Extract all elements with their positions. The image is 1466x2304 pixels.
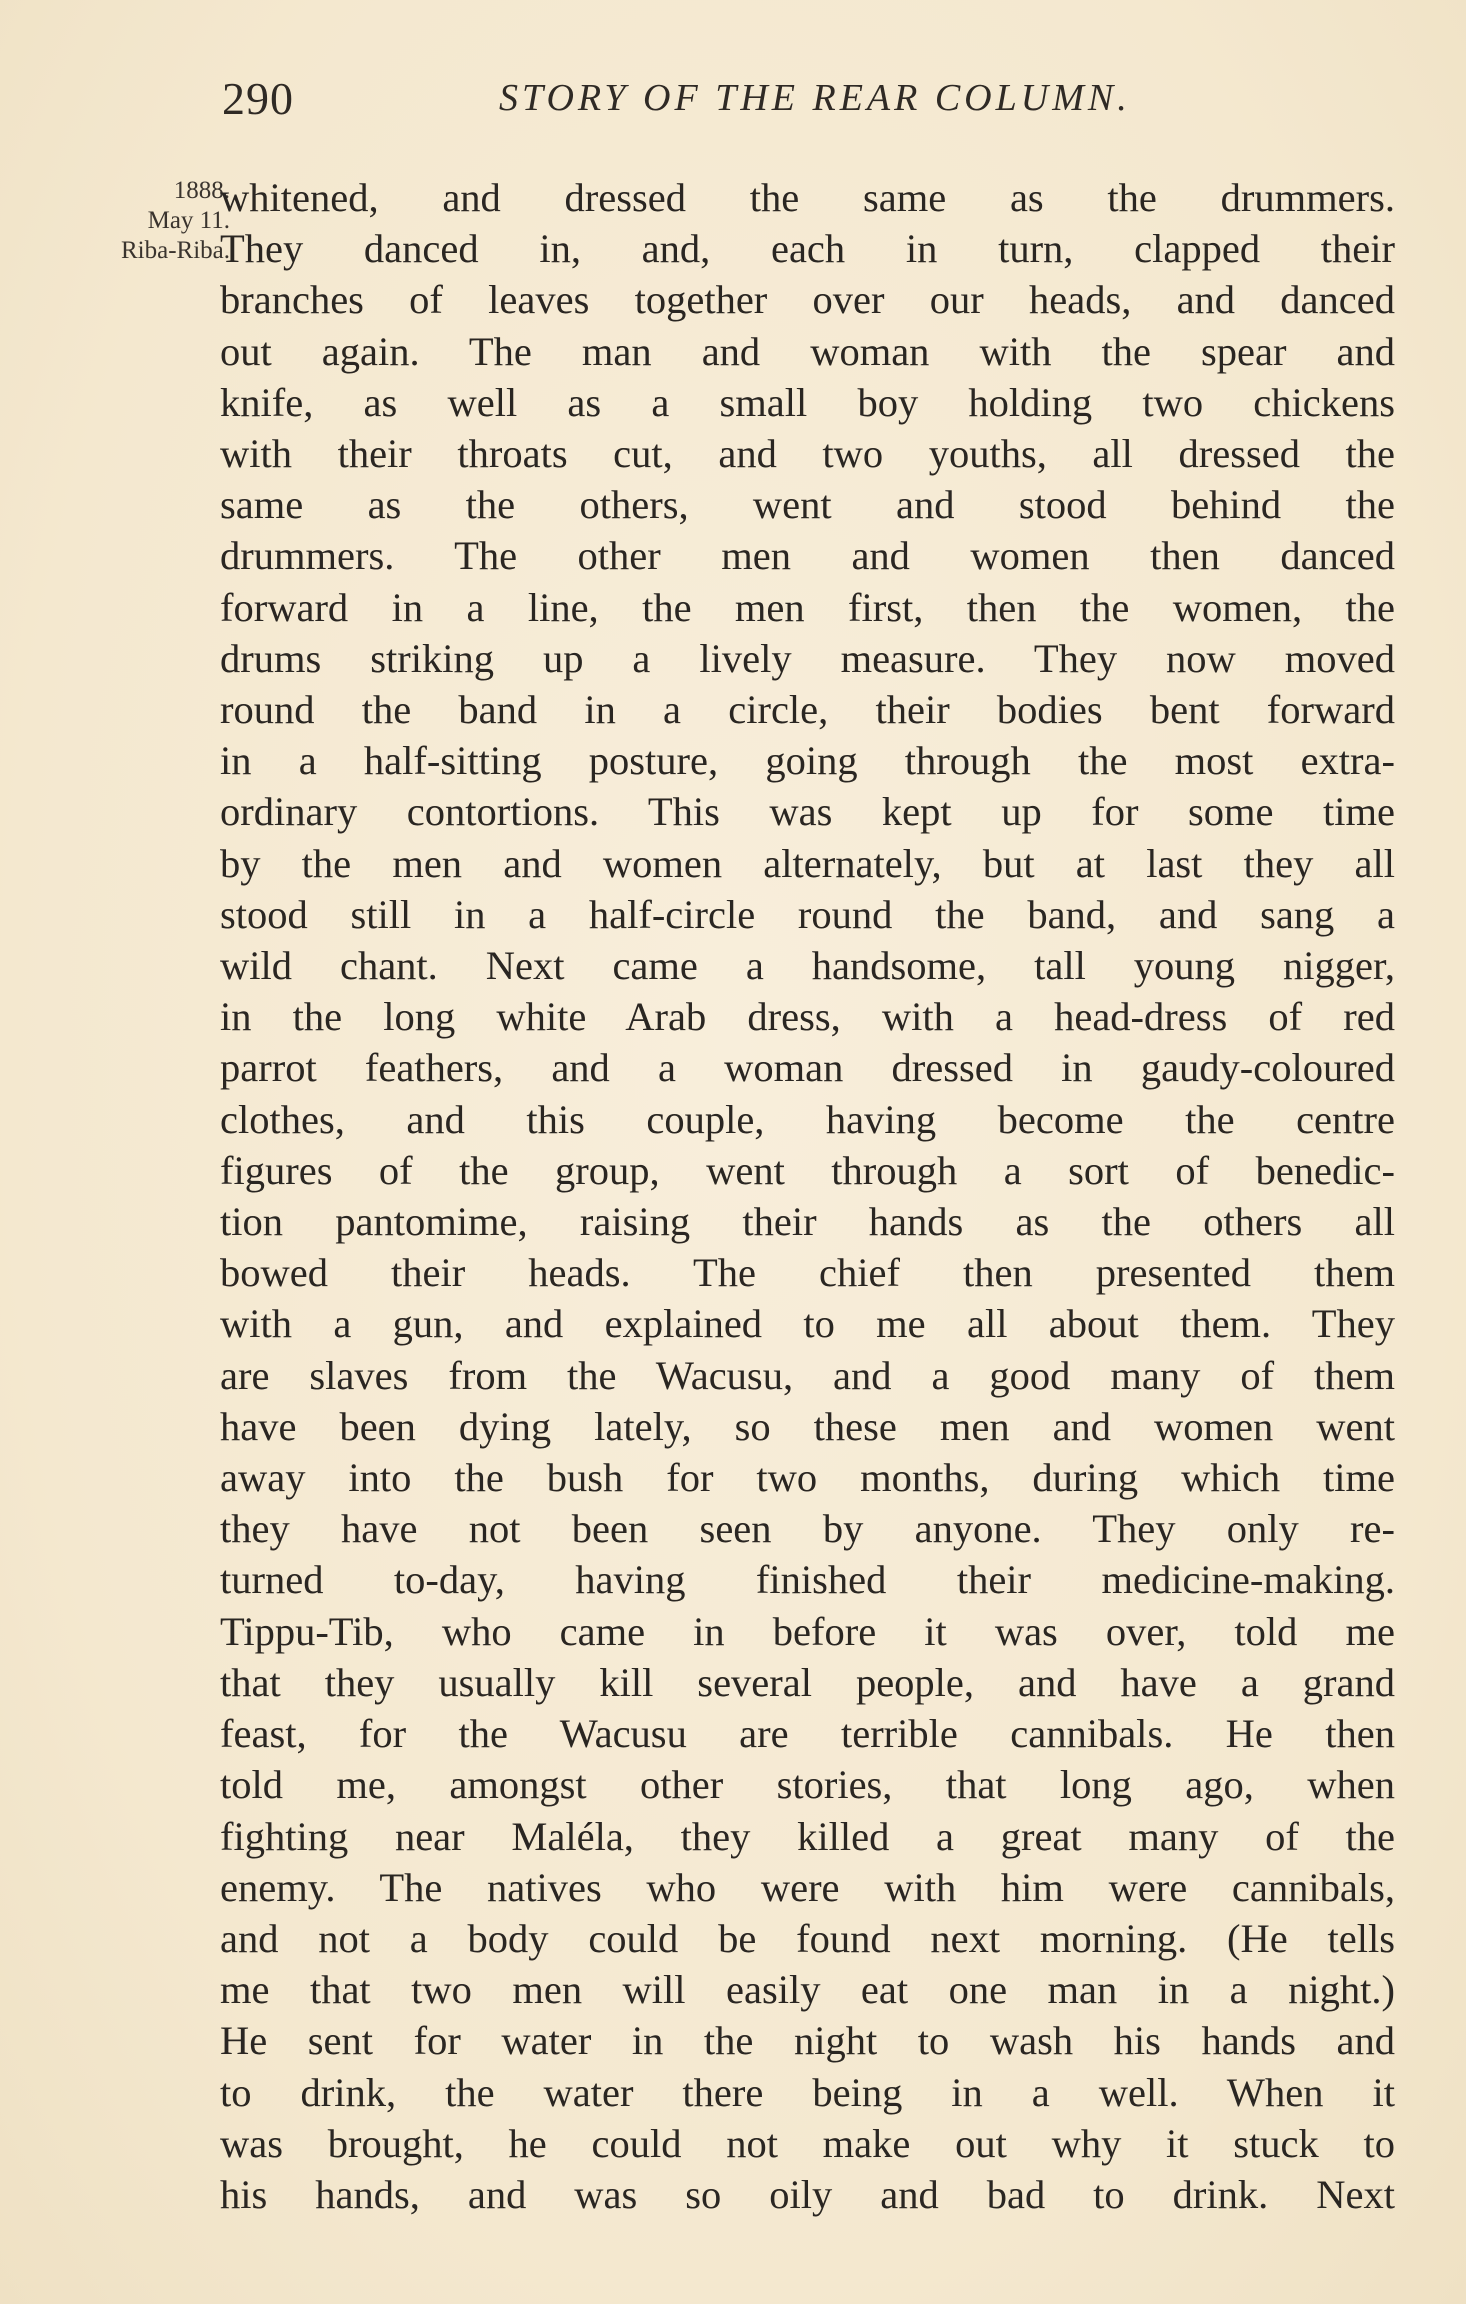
body-text-line: with a gun, and explained to me all about them. They — [220, 1301, 1395, 1347]
body-text-line: enemy. The natives who were with him were cannibals, — [220, 1864, 1395, 1910]
body-text-line: He sent for water in the night to wash his hands and — [220, 2018, 1395, 2064]
body-text-line: and not a body could be found next morning. (He tells — [220, 1915, 1395, 1961]
margin-note-date: May 11. — [147, 207, 230, 234]
body-text-line: parrot feathers, and a woman dressed in gaudy-coloured — [220, 1045, 1395, 1091]
body-text-line: in a half-sitting posture, going through the most extra- — [220, 738, 1395, 784]
body-text-line: turned to-day, having finished their medicine-making. — [220, 1557, 1395, 1603]
body-text-line: clothes, and this couple, having become the centre — [220, 1096, 1395, 1142]
body-text-line: drums striking up a lively measure. They now moved — [220, 635, 1395, 681]
running-title: STORY OF THE REAR COLUMN. — [499, 77, 1131, 119]
body-text-line: away into the bush for two months, during which time — [220, 1455, 1395, 1501]
body-text-line: me that two men will easily eat one man in a night.) — [220, 1967, 1395, 2013]
body-text-line: feast, for the Wacusu are terrible cannibals. He then — [220, 1711, 1395, 1757]
margin-note-place: Riba-Riba. — [120, 237, 230, 264]
body-text-line: figures of the group, went through a sort of benedic- — [220, 1147, 1395, 1193]
body-text-line: same as the others, went and stood behind the — [220, 482, 1395, 528]
body-text-line: out again. The man and woman with the spear and — [220, 328, 1395, 374]
page-number: 290 — [222, 73, 294, 124]
page-header — [222, 72, 1382, 132]
body-text-line: his hands, and was so oily and bad to drink. Next — [220, 2171, 1395, 2217]
margin-note — [40, 176, 230, 266]
body-text-line: that they usually kill several people, and have a grand — [220, 1659, 1395, 1705]
body-text-line: was brought, he could not make out why it stuck to — [220, 2120, 1395, 2166]
body-text-line: told me, amongst other stories, that long ago, when — [220, 1762, 1395, 1808]
margin-note-year: 1888. — [173, 177, 230, 204]
body-text-line: wild chant. Next came a handsome, tall young nigger, — [220, 943, 1395, 989]
body-text-line: drummers. The other men and women then danced — [220, 533, 1395, 579]
body-text-line: They danced in, and, each in turn, clapped their — [220, 226, 1395, 272]
body-text-line: are slaves from the Wacusu, and a good many of them — [220, 1352, 1395, 1398]
body-text-line: to drink, the water there being in a well. When it — [220, 2069, 1395, 2115]
body-text-line: by the men and women alternately, but at last they all — [220, 840, 1395, 886]
body-text — [220, 172, 1395, 2220]
body-text-line: stood still in a half-circle round the band, and sang a — [220, 891, 1395, 937]
body-text-line: whitened, and dressed the same as the drummers. — [220, 175, 1395, 220]
body-text-line: forward in a line, the men first, then the women, the — [220, 584, 1395, 630]
body-text-line: they have not been seen by anyone. They only re- — [220, 1506, 1395, 1552]
body-text-line: fighting near Maléla, they killed a great many of the — [220, 1813, 1395, 1859]
body-text-line: Tippu-Tib, who came in before it was over, told me — [220, 1608, 1395, 1654]
body-text-line: branches of leaves together over our heads, and danced — [220, 277, 1395, 323]
body-text-line: tion pantomime, raising their hands as the others all — [220, 1199, 1395, 1245]
body-text-line: in the long white Arab dress, with a head-dress of red — [220, 994, 1395, 1040]
body-text-line: knife, as well as a small boy holding two chickens — [220, 379, 1395, 425]
body-text-line: round the band in a circle, their bodies bent forward — [220, 687, 1395, 733]
body-text-line: with their throats cut, and two youths, all dressed the — [220, 431, 1395, 477]
body-text-line: bowed their heads. The chief then presented them — [220, 1250, 1395, 1296]
body-text-line: ordinary contortions. This was kept up for some time — [220, 789, 1395, 835]
body-text-line: have been dying lately, so these men and women went — [220, 1403, 1395, 1449]
